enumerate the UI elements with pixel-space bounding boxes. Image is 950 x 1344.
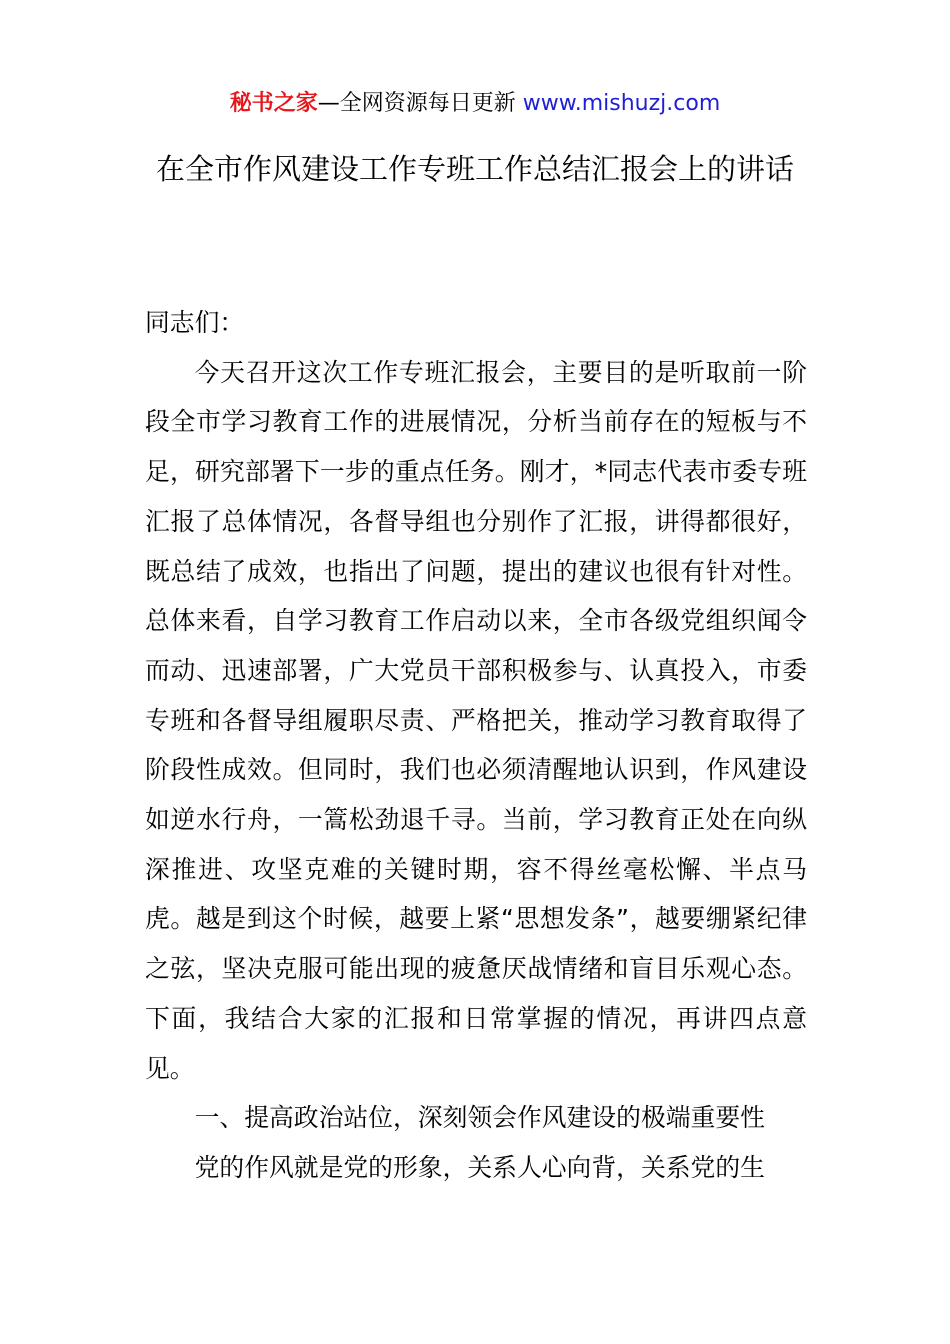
document-body	[145, 298, 807, 1193]
document-title: 在全市作风建设工作专班工作总结汇报会上的讲话	[155, 152, 794, 186]
body-paragraph: 今天召开这次工作专班汇报会，主要目的是听取前一阶段全市学习教育工作的进展情况，分析当前存在的短板与不足，研究部署下一步的重点任务。刚才，*同志代表市委专班汇报了总体情况，各督导组也分别作了汇报，讲得都很好，既总结了成效，也指出了问题，提出的建议也很有针对性。总体来看，自学习教育工作启动以来，全市各级党组织闻令而动、迅速部署，广大党员干部积极参与、认真投入，市委专班和各督导组履职尽责、严格把关，推动学习教育取得了阶段性成效。但同时，我们也必须清醒地认识到，作风建设如逆水行舟，一篙松劲退千寻。当前，学习教育正处在向纵深推进、攻坚克难的关键时期，容不得丝毫松懈、半点马虎。越是到这个时候，越要上紧“思想发条”，越要绷紧纪律之弦，坚决克服可能出现的疲惫厌战情绪和盲目乐观心态。下面，我结合大家的汇报和日常掌握的情况，再讲四点意见。	[145, 357, 807, 1083]
header-tagline: —全网资源每日更新	[317, 91, 523, 116]
salutation: 同志们：	[145, 308, 245, 337]
brand-name: 秘书之家	[229, 91, 318, 116]
site-header	[0, 88, 950, 120]
site-url[interactable]: www.mishuzj.com	[522, 91, 721, 116]
section-heading: 一、提高政治站位，深刻领会作风建设的极端重要性	[194, 1103, 765, 1133]
section-paragraph: 党的作风就是党的形象，关系人心向背，关系党的生	[194, 1152, 765, 1182]
